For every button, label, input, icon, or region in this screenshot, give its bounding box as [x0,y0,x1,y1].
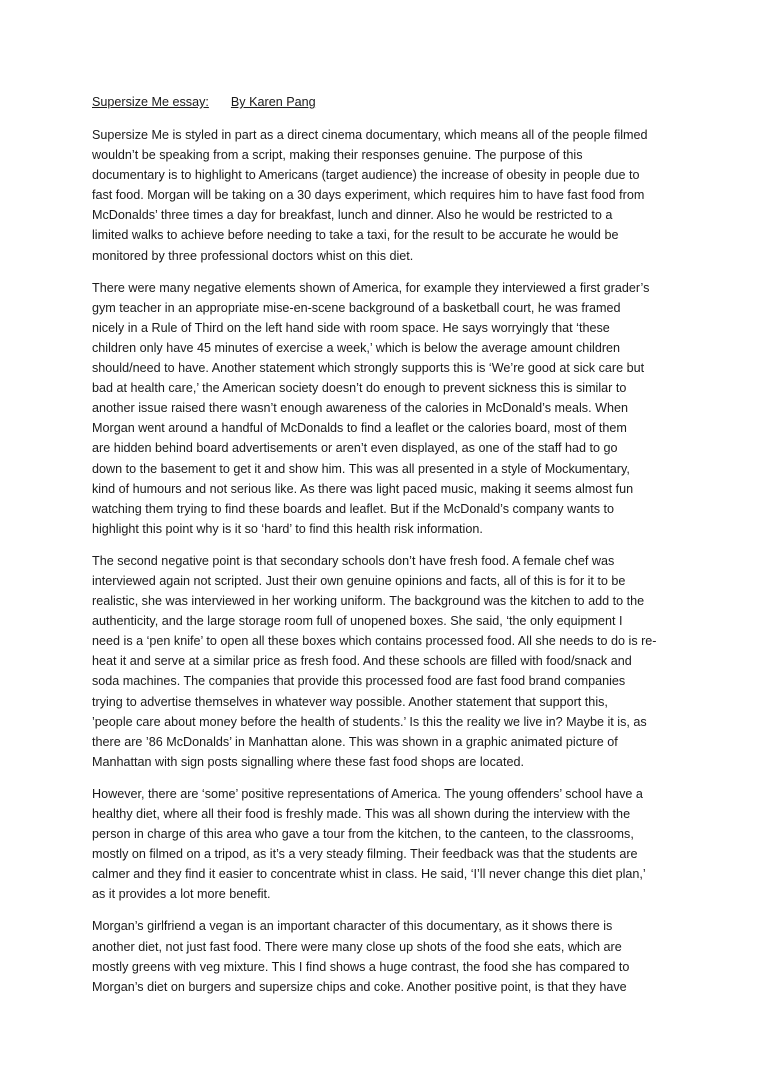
text-line: need is a ‘pen knife’ to open all these boxes which contains processed food. All she needs to do is re- [92,634,657,649]
text-line: documentary is to highlight to Americans (target audience) the increase of obesity in people due to [92,168,640,183]
text-line: as it provides a lot more benefit. [92,887,271,902]
text-line: highlight this point why is it so ‘hard’ to find this health risk information. [92,521,483,536]
paragraph [92,278,684,539]
text-line: watching them trying to find these boards and leaflet. But if the McDonald’s company wants to [92,501,614,516]
text-line: Manhattan with sign posts signalling where these fast food shops are located. [92,754,524,769]
text-line: The second negative point is that secondary schools don’t have fresh food. A female chef was [92,553,615,568]
text-line: bad at health care,’ the American society doesn’t do enough to prevent sickness this is similar to [92,381,627,396]
text-line: ’people care about money before the health of students.’ Is this the reality we live in? Maybe it is, as [92,714,647,729]
essay-title: Supersize Me essay: [92,95,209,109]
text-line: another diet, not just fast food. There were many close up shots of the food she eats, which are [92,939,622,954]
text-line: person in charge of this area who gave a tour from the kitchen, to the canteen, to the classrooms, [92,827,634,842]
text-line: are hidden behind board advertisements or aren’t even displayed, as one of the staff had to go [92,441,618,456]
text-line: monitored by three professional doctors whist on this diet. [92,248,414,263]
essay-author: By Karen Pang [230,95,316,109]
text-line: McDonalds’ three times a day for breakfast, lunch and dinner. Also he would be restricted to a [92,208,613,223]
text-line: down to the basement to get it and show him. This was all presented in a style of Mockumentary, [92,461,630,476]
text-line: limited walks to achieve before needing to take a taxi, for the result to be accurate he would be [92,228,619,243]
text-line: There were many negative elements shown of America, for example they interviewed a first grader’s [92,280,650,295]
text-line: Morgan’s diet on burgers and supersize chips and coke. Another positive point, is that they have [92,979,627,994]
text-line: interviewed again not scripted. Just their own genuine opinions and facts, all of this is for it to be [92,573,626,588]
text-line: fast food. Morgan will be taking on a 30 days experiment, which requires him to have fast food from [92,188,645,203]
text-line: Morgan’s girlfriend a vegan is an important character of this documentary, as it shows there is [92,919,613,934]
essay-body [92,125,684,997]
text-line: Morgan went around a handful of McDonalds to find a leaflet or the calories board, most of them [92,421,627,436]
paragraph [92,784,684,905]
paragraph [92,551,684,772]
text-line: another issue raised there wasn’t enough awareness of the calories in McDonald’s meals. When [92,401,628,416]
essay-heading [92,92,684,112]
text-line: realistic, she was interviewed in her working uniform. The background was the kitchen to add to the [92,594,645,609]
text-line: wouldn’t be speaking from a script, making their responses genuine. The purpose of this [92,148,583,163]
text-line: trying to advertise themselves in whatever way possible. Another statement that support this, [92,694,608,709]
text-line: Supersize Me is styled in part as a direct cinema documentary, which means all of the people filmed [92,128,648,142]
text-line: healthy diet, where all their food is freshly made. This was all shown during the interview with the [92,807,631,821]
text-line: soda machines. The companies that provide this processed food are fast food brand companies [92,674,626,689]
paragraph [92,125,684,266]
text-line: calmer and they find it easier to concentrate whist in class. He said, ‘I’ll never change this diet plan,’ [92,867,646,882]
text-line: there are ’86 McDonalds’ in Manhattan alone. This was shown in a graphic animated picture of [92,734,618,749]
text-line: should/need to have. Another statement which strongly supports this is ‘We’re good at sick care but [92,361,645,376]
paragraph [92,916,684,996]
text-line: mostly on filmed on a tripod, as it’s a very steady filming. Their feedback was that the students are [92,847,638,862]
text-line: However, there are ‘some’ positive representations of America. The young offenders’ school have a [92,786,643,801]
text-line: gym teacher in an appropriate mise-en-scene background of a basketball court, he was framed [92,300,621,315]
text-line: nicely in a Rule of Third on the left hand side with room space. He says worryingly that ‘these [92,320,610,335]
text-line: mostly greens with veg mixture. This I find shows a huge contrast, the food she has compared to [92,959,630,974]
text-line: heat it and serve at a similar price as fresh food. And these schools are filled with food/snack and [92,654,632,669]
text-line: children only have 45 minutes of exercise a week,’ which is below the average amount children [92,340,621,355]
text-line: authenticity, and the large storage room full of unopened boxes. She said, ‘the only equipment I [92,614,623,629]
text-line: kind of humours and not serious like. As there was light paced music, making it seems almost fun [92,481,634,496]
document-page [92,92,684,1009]
